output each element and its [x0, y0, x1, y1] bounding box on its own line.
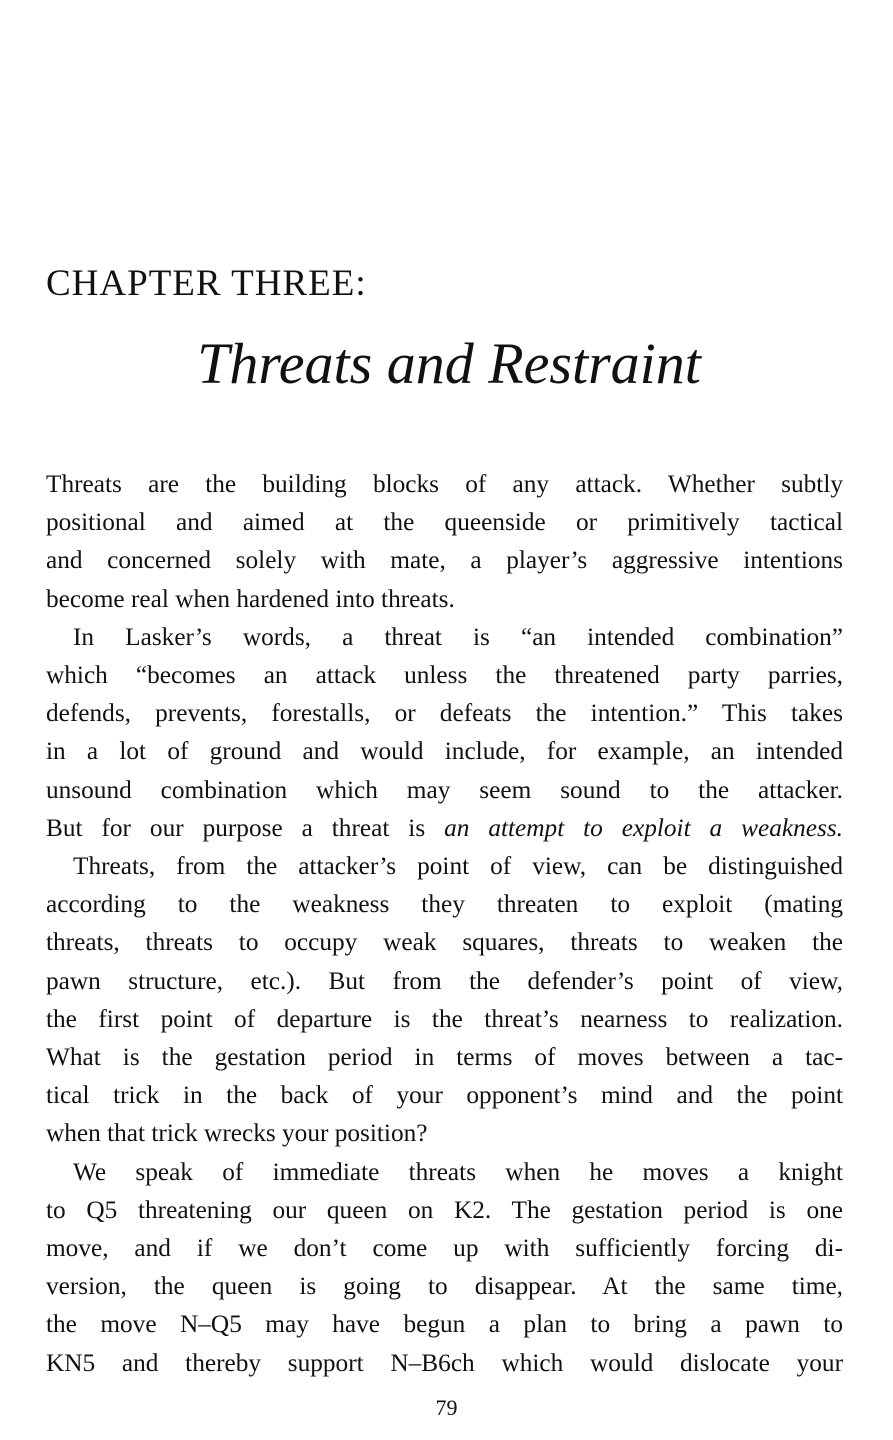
text-line: We speak of immediate threats when he moves a knight: [73, 1157, 843, 1186]
text-line: the move N–Q5 may have begun a plan to bring a pawn to: [46, 1310, 843, 1339]
text-line: version, the queen is going to disappear. At the same time,: [46, 1272, 843, 1301]
body-text: [46, 465, 843, 1382]
text-line: In Lasker’s words, a threat is “an intended combination”: [73, 622, 843, 651]
paragraph-3: [46, 847, 843, 1153]
text-line: which “becomes an attack unless the threatened party parries,: [46, 661, 843, 690]
text-run: But for our purpose a threat is: [46, 813, 445, 842]
text-line: defends, prevents, forestalls, or defeats the intention.” This takes: [46, 699, 843, 728]
paragraph-1: [46, 465, 843, 618]
text-line: unsound combination which may seem sound to the attacker.: [46, 775, 843, 804]
text-line: move, and if we don’t come up with sufficiently forcing di-: [46, 1234, 843, 1263]
paragraph-4: [46, 1153, 843, 1382]
text-line: What is the gestation period in terms of moves between a tac-: [46, 1043, 843, 1072]
text-line: when that trick wrecks your position?: [46, 1119, 428, 1148]
paragraph-2: [46, 618, 843, 847]
text-line: tical trick in the back of your opponent’s mind and the point: [46, 1081, 843, 1110]
text-line: KN5 and thereby support N–B6ch which would dislocate your: [46, 1348, 843, 1377]
text-line: Threats, from the attacker’s point of view, can be distinguished: [73, 852, 843, 881]
text-line: and concerned solely with mate, a player’s aggressive intentions: [46, 546, 843, 575]
chapter-title: Threats and Restraint: [197, 331, 701, 396]
text-line: Threats are the building blocks of any attack. Whether subtly: [46, 470, 843, 498]
page-number: 79: [435, 1395, 458, 1420]
text-line: in a lot of ground and would include, for example, an intended: [46, 737, 843, 766]
text-line: pawn structure, etc.). But from the defender’s point of view,: [46, 966, 843, 995]
text-line: positional and aimed at the queenside or primitively tactical: [46, 508, 843, 537]
text-line: become real when hardened into threats.: [46, 584, 455, 613]
text-line-mixed: [46, 809, 843, 847]
text-line: to Q5 threatening our queen on K2. The gestation period is one: [46, 1195, 843, 1224]
text-line: threats, threats to occupy weak squares, threats to weaken the: [46, 928, 843, 957]
text-line: according to the weakness they threaten to exploit (mating: [46, 890, 843, 919]
text-line: the first point of departure is the threat’s nearness to realization.: [46, 1004, 843, 1033]
emphasized-text: an attempt to exploit a weakness.: [444, 813, 843, 842]
chapter-label: CHAPTER THREE:: [46, 263, 367, 304]
